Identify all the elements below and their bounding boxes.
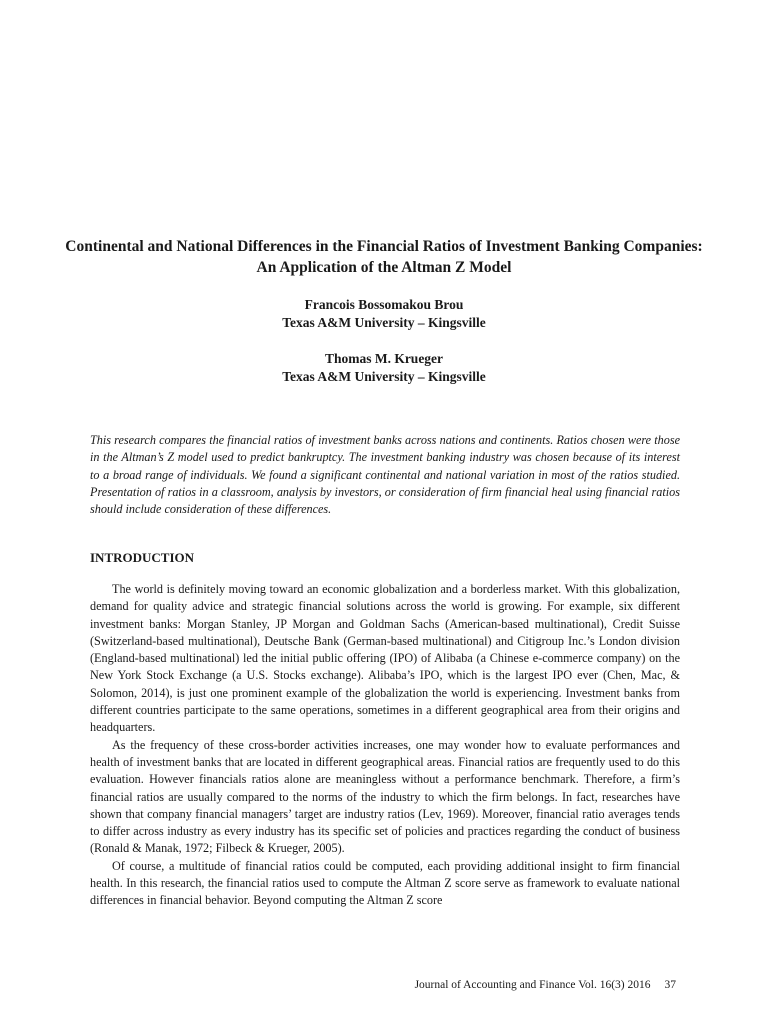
paragraph: As the frequency of these cross-border activities increases, one may wonder how to evaluate performances and health of investment banks that are located in different geographical areas. Financial ratios are frequently used to do this evaluation. However financials ratios alone are meaningless without a performance benchmark. Therefore, a firm’s financial ratios are usually compared to the norms of the industry to which the firm belongs. In fact, researches have shown that company financial managers’ target are industry ratios (Lev, 1969). Moreover, financial ratio averages tends to differ across industry as every industry has its specific set of policies and practices regarding the conduct of business (Ronald & Manak, 1972; Filbeck & Krueger, 2005).: [90, 737, 680, 856]
paragraph: The world is definitely moving toward an economic globalization and a borderless market. With this globalization, demand for quality advice and strategic financial solutions across the world is growing. For example, six different investment banks: Morgan Stanley, JP Morgan and Goldman Sachs (American-based multinational), Credit Suisse (Switzerland-based multinational), Deutsche Bank (German-based multinational) and Citigroup Inc.’s London division (England-based multinational) led the initial public offering (IPO) of Alibaba (a Chinese e-commerce company) on the New York Stock Exchange (a U.S. Stocks exchange). Alibaba’s IPO, which is the largest IPO ever (Chen, Mac, & Solomon, 2014), is just one prominent example of the globalization the world is experiencing. Investment banks from different countries participate to the same operations, sometimes in a different geographical area from their origins and headquarters.: [90, 582, 680, 735]
author-block-1: [60, 296, 708, 332]
page-number: 37: [664, 979, 676, 991]
author-block-2: [60, 350, 708, 386]
section-heading: INTRODUCTION: [90, 550, 195, 565]
paper-title: Continental and National Differences in the Financial Ratios of Investment Banking Companies: An Application of the Altman Z Model: [65, 238, 703, 276]
journal-citation: Journal of Accounting and Finance Vol. 16(3) 2016: [414, 979, 651, 991]
page-footer: [415, 978, 676, 992]
author-name: Francois Bossomakou Brou: [304, 297, 464, 312]
author-affiliation: Texas A&M University – Kingsville: [282, 315, 486, 330]
author-affiliation: Texas A&M University – Kingsville: [282, 369, 486, 384]
author-name: Thomas M. Krueger: [324, 351, 444, 366]
abstract: This research compares the financial ratios of investment banks across nations and continents. Ratios chosen were those in the Altman’s Z model used to predict bankruptcy. The investment banking industry was chosen because of its interest to a broad range of individuals. We found a significant continental and national variation in most of the ratios studied. Presentation of ratios in a classroom, analysis by investors, or consideration of firm financial heal using financial ratios should include consideration of these differences.: [90, 433, 680, 517]
paragraph: Of course, a multitude of financial ratios could be computed, each providing additional insight to firm financial health. In this research, the financial ratios used to compute the Altman Z score serve as framework to evaluate national differences in financial behavior. Beyond computing the Altman Z score: [90, 858, 680, 908]
body-text: [90, 581, 680, 910]
